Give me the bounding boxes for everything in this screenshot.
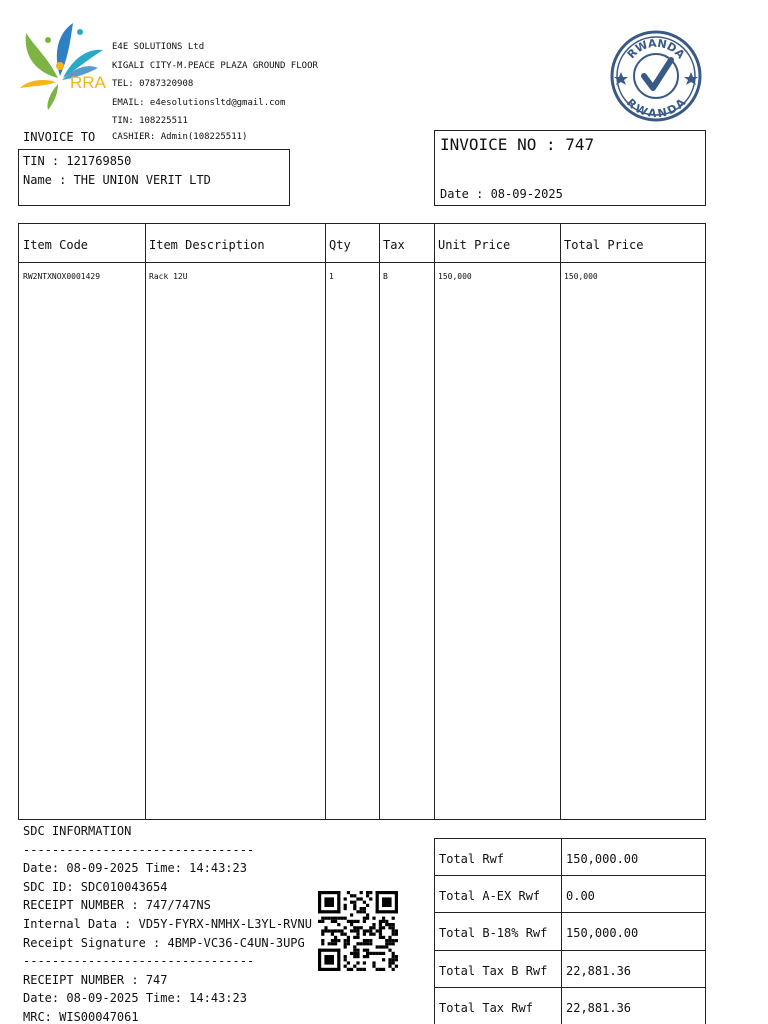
sdc-receipt-signature: Receipt Signature : 4BMP-VC36-C4UN-3UPG [23,935,305,950]
stamp-bottom-text: RWANDA [623,96,688,121]
column-divider [560,224,561,819]
header-item-code: Item Code [23,238,89,252]
column-divider [379,224,380,819]
row-item-code: RW2NTXNOX0001429 [23,272,101,281]
header-total-price: Total Price [564,238,644,252]
sdc-divider: -------------------------------- [23,842,255,857]
rwanda-stamp [609,28,703,124]
header-tax: Tax [383,238,405,252]
header-unit-price: Unit Price [438,238,511,252]
client-name: Name : THE UNION VERIT LTD [23,173,211,187]
sdc-id: SDC ID: SDC010043654 [23,879,168,894]
sdc-receipt-number-full: RECEIPT NUMBER : 747/747NS [23,898,211,913]
invoice-box [434,130,706,206]
stamp-top-text: RWANDA [624,36,688,62]
column-divider [145,224,146,819]
items-table [18,223,706,820]
totals-label: Total Tax B Rwf [435,951,562,987]
totals-row [435,839,705,876]
invoice-date: Date : 08-09-2025 [440,187,563,201]
sdc-date-time: Date: 08-09-2025 Time: 14:43:23 [23,861,247,876]
company-info [112,38,318,131]
logo-text: RRA [70,73,106,92]
company-name: E4E SOLUTIONS Ltd [112,42,205,52]
sdc-receipt-number: RECEIPT NUMBER : 747 [23,972,168,987]
row-qty: 1 [329,272,334,281]
header-item-description: Item Description [149,238,265,252]
header-qty: Qty [329,238,351,252]
sdc-title: SDC INFORMATION [23,824,132,838]
sdc-mrc: MRC: WIS00047061 [23,1009,139,1024]
totals-row [435,876,705,913]
sdc-internal-data: Internal Data : VD5Y-FYRX-NMHX-L3YL-RVNU [23,916,312,931]
company-tin: TIN: 108225511 [112,116,188,126]
company-address: KIGALI CITY-M.PEACE PLAZA GROUND FLOOR [112,60,318,71]
totals-table [434,838,706,1024]
totals-label: Total B-18% Rwf [435,913,562,949]
client-tin: TIN : 121769850 [23,154,132,168]
cashier: CASHIER: Admin(108225511) [112,132,248,142]
rra-logo [18,18,110,112]
totals-value: 150,000.00 [566,852,639,866]
totals-label: Total Rwf [435,839,562,875]
totals-value: 22,881.36 [566,1000,632,1015]
totals-row [435,913,705,950]
sdc-divider-2: -------------------------------- [23,954,255,969]
sdc-information [23,822,331,1024]
company-tel: TEL: 0787320908 [112,79,194,89]
row-unit-price: 150,000 [438,272,472,281]
qr-code [318,891,398,971]
totals-value: 0.00 [566,889,595,904]
row-tax: B [383,272,388,281]
sdc-date-time-2: Date: 08-09-2025 Time: 14:43:23 [23,991,247,1006]
column-divider [434,224,435,819]
totals-value: 22,881.36 [566,963,632,978]
totals-label: Total A-EX Rwf [435,876,562,912]
invoice-to-label: INVOICE TO [23,130,96,144]
row-total-price: 150,000 [564,272,598,281]
row-item-description: Rack 12U [149,272,188,281]
totals-label: Total Tax Rwf [435,988,562,1024]
column-divider [325,224,326,819]
totals-row [435,988,705,1024]
totals-row [435,951,705,988]
header-divider [19,262,705,263]
invoice-number: INVOICE NO : 747 [440,135,595,154]
client-box [18,149,290,206]
company-email: EMAIL: e4esolutionsltd@gmail.com [112,97,286,108]
totals-value: 150,000.00 [566,926,639,941]
